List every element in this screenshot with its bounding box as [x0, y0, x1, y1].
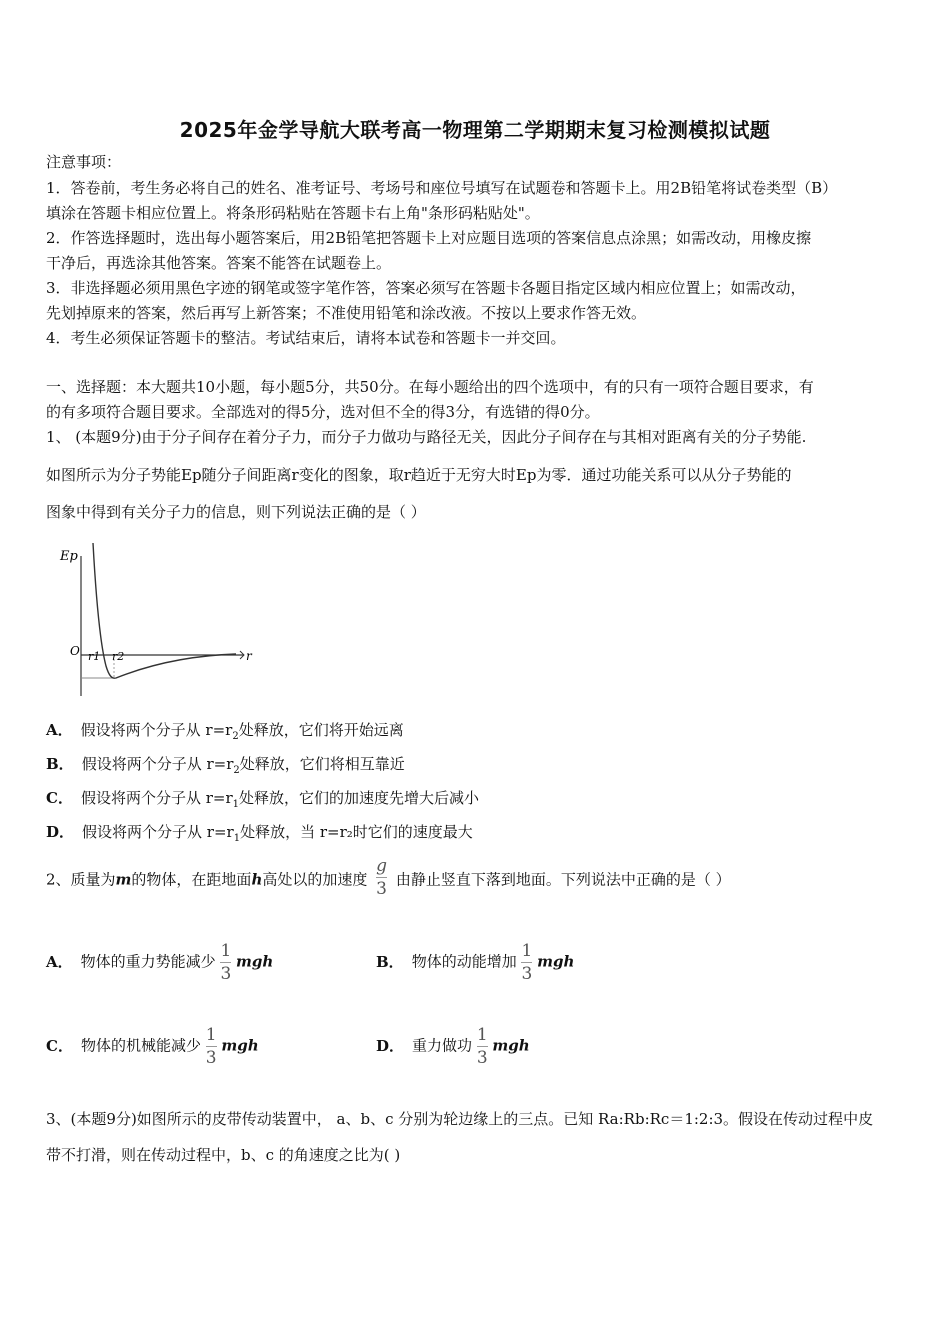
- option-text: 处释放，它们的加速度先增大后减小: [239, 789, 480, 807]
- option-label: B．: [376, 952, 404, 971]
- option-label: B．: [46, 755, 74, 773]
- option-sub: 1: [233, 833, 241, 844]
- q2-option-d[interactable]: D． 重力做功 $\frac{1}{3}$ mgh: [376, 1025, 530, 1068]
- q1-option-a[interactable]: [46, 719, 404, 742]
- q3-stem: 带不打滑，则在传动过程中，b、c 的角速度之比为( ): [46, 1146, 401, 1164]
- q1-option-b[interactable]: [46, 753, 405, 776]
- q1-option-c[interactable]: [46, 787, 479, 810]
- notice-line: 1．答卷前，考生务必将自己的姓名、准考证号、考场号和座位号填写在试题卷和答题卡上。用2B铅笔将试卷类型（B）: [46, 179, 838, 197]
- option-text: 假设将两个分子从 r=r: [82, 823, 234, 841]
- notice-line: 填涂在答题卡相应位置上。将条形码粘贴在答题卡右上角"条形码粘贴处"。: [46, 204, 540, 222]
- r2-label: r2: [112, 650, 125, 663]
- q3-stem: 3、(本题9分)如图所示的皮带传动装置中， a、b、c 分别为轮边缘上的三点。已知 Ra:Rb:Rc＝1:2:3。假设在传动过程中皮: [46, 1110, 874, 1128]
- option-sub: 2: [233, 765, 240, 776]
- option-text: 假设将两个分子从 r=r: [81, 755, 234, 773]
- r1-label: r1: [88, 650, 101, 663]
- section-intro: 的有多项符合题目要求。全部选对的得5分，选对但不全的得3分，有选错的得0分。: [46, 403, 600, 421]
- q2-stem: 2、质量为m的物体，在距地面h高处以的加速度 $\frac{g}{3}$ 由静止竖直下落到地面。下列说法中正确的是（ ）: [46, 856, 731, 899]
- option-label: C．: [46, 789, 73, 807]
- q1-option-d[interactable]: [46, 821, 473, 844]
- notice-heading: 注意事项：: [46, 153, 122, 171]
- option-label: A．: [46, 952, 73, 971]
- notice-line: 先划掉原来的答案，然后再写上新答案；不准使用铅笔和涂改液。不按以上要求作答无效。: [46, 304, 647, 322]
- option-label: D．: [46, 823, 75, 841]
- option-label: D．: [376, 1036, 405, 1055]
- option-text: 处释放，当 r=r₂时它们的速度最大: [240, 823, 473, 841]
- fraction-one-third: $\frac{1}{3}$: [220, 941, 232, 984]
- q1-stem: 1、 (本题9分)由于分子间存在着分子力，而分子力做功与路径无关，因此分子间存在与其相对距离有关的分子势能.: [46, 428, 807, 446]
- x-axis-label: r: [246, 649, 252, 663]
- fraction-one-third: $\frac{1}{3}$: [521, 941, 533, 984]
- fraction-g-over-3: $\frac{g}{3}$: [376, 856, 388, 899]
- origin-label: O: [70, 644, 80, 658]
- q1-stem: 如图所示为分子势能Ep随分子间距离r变化的图象，取r趋近于无穷大时Ep为零．通过功能关系可以从分子势能的: [46, 466, 792, 484]
- page-title: 2025年金学导航大联考高一物理第二学期期末复习检测模拟试题: [179, 118, 771, 142]
- option-sub: 1: [232, 799, 240, 810]
- option-text: 假设将两个分子从 r=r: [80, 721, 233, 739]
- q2-option-b[interactable]: B． 物体的动能增加 $\frac{1}{3}$ mgh: [376, 941, 575, 984]
- section-intro: 一、选择题：本大题共10小题，每小题5分，共50分。在每小题给出的四个选项中，有的只有一项符合题目要求，有: [46, 378, 814, 396]
- q1-stem: 图象中得到有关分子力的信息，则下列说法正确的是（ ）: [46, 503, 426, 521]
- option-text: 假设将两个分子从 r=r: [80, 789, 233, 807]
- option-text: 处释放，它们将相互靠近: [239, 755, 405, 773]
- q2-option-c[interactable]: C． 物体的机械能减少 $\frac{1}{3}$ mgh: [46, 1025, 259, 1068]
- option-sub: 2: [232, 731, 239, 742]
- fraction-one-third: $\frac{1}{3}$: [205, 1025, 217, 1068]
- option-label: C．: [46, 1036, 73, 1055]
- option-text: 处释放，它们将开始远离: [238, 721, 404, 739]
- fraction-one-third: $\frac{1}{3}$: [476, 1025, 488, 1068]
- q2-option-a[interactable]: A． 物体的重力势能减少 $\frac{1}{3}$ mgh: [46, 941, 274, 984]
- potential-energy-graph: [56, 538, 256, 708]
- notice-line: 3．非选择题必须用黑色字迹的钢笔或签字笔作答，答案必须写在答题卡各题目指定区域内相应位置上；如需改动，: [46, 279, 806, 297]
- notice-line: 干净后，再选涂其他答案。答案不能答在试题卷上。: [46, 254, 392, 272]
- notice-line: 4．考生必须保证答题卡的整洁。考试结束后，请将本试卷和答题卡一并交回。: [46, 329, 566, 347]
- notice-line: 2．作答选择题时，选出每小题答案后，用2B铅笔把答题卡上对应题目选项的答案信息点涂黑；如需改动，用橡皮擦: [46, 229, 812, 247]
- y-axis-label: Ep: [60, 549, 78, 564]
- option-label: A．: [46, 721, 73, 739]
